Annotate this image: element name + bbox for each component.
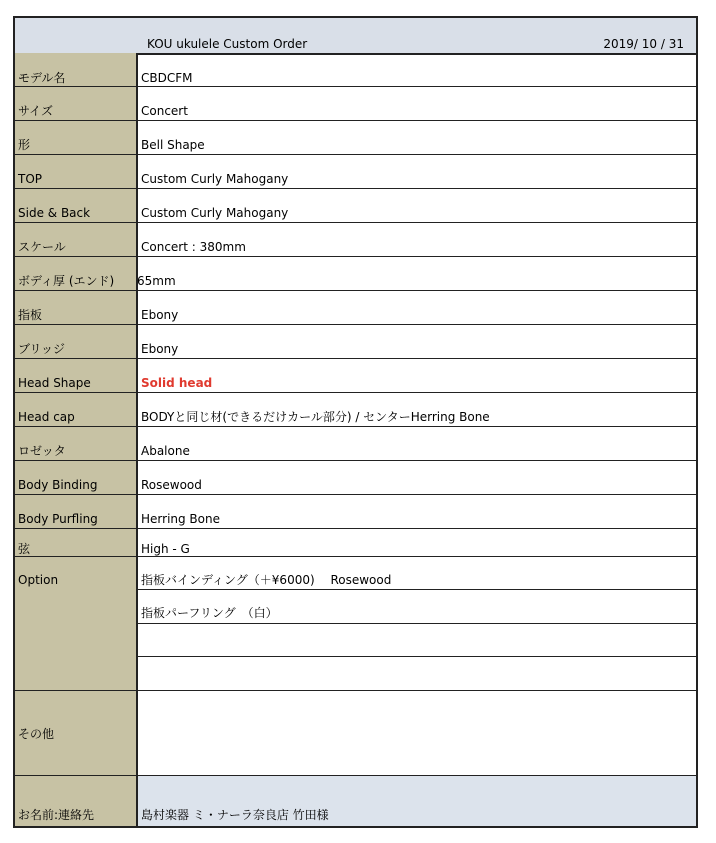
spec-row-strings [15, 529, 696, 557]
spec-label: Side & Back [18, 206, 91, 220]
option-label: Option [18, 573, 59, 587]
spec-row-scale [15, 223, 696, 257]
other-block [15, 691, 696, 775]
spec-row-size [15, 87, 696, 121]
spec-label: ロゼッタ [18, 444, 66, 458]
spec-row-top [15, 155, 696, 189]
spec-value: CBDCFM [141, 71, 193, 85]
option-divider [138, 623, 696, 624]
spec-row-head-shape [15, 359, 696, 393]
option-divider [138, 589, 696, 590]
spec-row-fingerboard [15, 291, 696, 325]
spec-row-side-back [15, 189, 696, 223]
spec-value: High - G [141, 542, 190, 556]
spec-row-body-purfling [15, 495, 696, 529]
spec-label: スケール [18, 240, 66, 254]
spec-label: 弦 [18, 542, 31, 556]
option-divider [138, 656, 696, 657]
contact-value: 島村楽器 ミ・ナーラ奈良店 竹田様 [141, 808, 329, 822]
spec-label: Body Binding [18, 478, 98, 492]
spec-value-highlight: Solid head [141, 376, 213, 390]
spec-value: Bell Shape [141, 138, 205, 152]
spec-row-shape [15, 121, 696, 155]
spec-label: サイズ [18, 104, 54, 118]
spec-label: モデル名 [18, 71, 66, 85]
option-line-1: 指板バインディング（＋¥6000) Rosewood [141, 573, 392, 587]
spec-row-rosette [15, 427, 696, 461]
spec-row-bridge [15, 325, 696, 359]
spec-value: Custom Curly Mahogany [141, 172, 289, 186]
spec-value: Ebony [141, 342, 179, 356]
other-label: その他 [18, 727, 55, 741]
order-date: 2019/ 10 / 31 [603, 37, 684, 51]
spec-label: Body Purfling [18, 512, 98, 526]
spec-row-body-binding [15, 461, 696, 495]
option-line-2: 指板パーフリング （白） [141, 606, 278, 620]
spec-row-body-depth [15, 257, 696, 291]
contact-label: お名前:連絡先 [18, 808, 95, 822]
spec-value: 65mm [137, 274, 176, 288]
spec-label: 形 [18, 138, 31, 152]
spec-label: TOP [18, 172, 43, 186]
spec-row-model [15, 53, 696, 87]
spec-value: BODYと同じ材(できるだけカール部分) / センターHerring Bone [141, 410, 490, 424]
spec-label: ボディ厚 (エンド) [18, 274, 115, 288]
spec-value: Concert [141, 104, 188, 118]
spec-label: 指板 [18, 308, 43, 322]
spec-label: ブリッジ [18, 342, 66, 356]
spec-value: Concert : 380mm [141, 240, 246, 254]
spec-value: Herring Bone [141, 512, 220, 526]
contact-block [15, 776, 696, 826]
spec-label: Head Shape [18, 376, 91, 390]
spec-row-head-cap [15, 393, 696, 427]
order-title: KOU ukulele Custom Order [147, 37, 308, 51]
spec-value: Ebony [141, 308, 179, 322]
spec-value: Rosewood [141, 478, 202, 492]
title-row [15, 18, 696, 55]
spec-value: Abalone [141, 444, 190, 458]
spec-label: Head cap [18, 410, 75, 424]
custom-order-sheet [13, 16, 698, 828]
spec-value: Custom Curly Mahogany [141, 206, 289, 220]
